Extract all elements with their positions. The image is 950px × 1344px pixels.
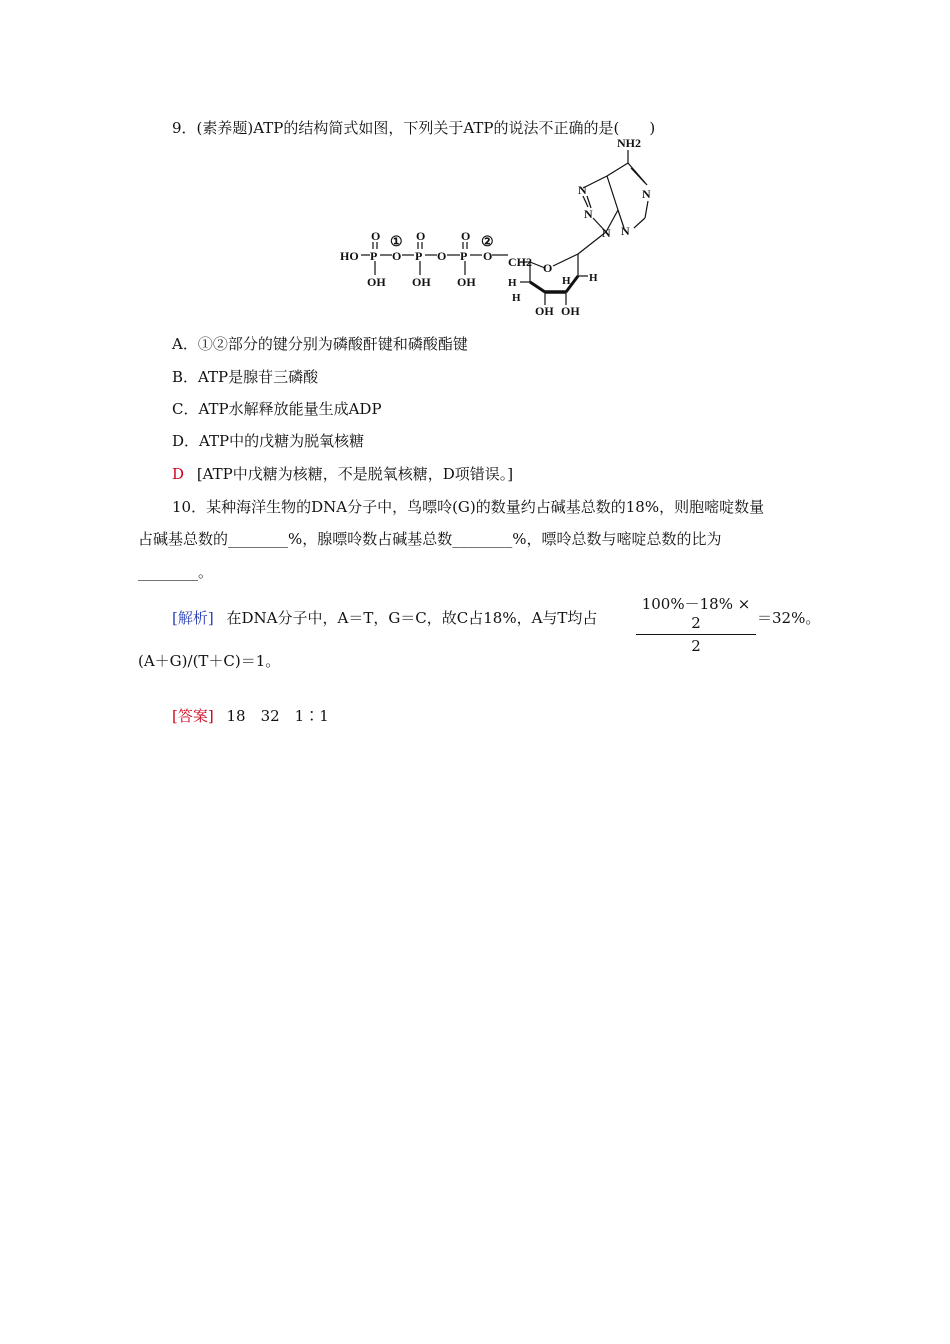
q9-option-d: D．ATP中的戊糖为脱氧核糖	[172, 432, 365, 450]
q9-option-b: B．ATP是腺苷三磷酸	[172, 368, 319, 386]
ring-o-label: O	[543, 261, 553, 275]
q9-answer	[172, 463, 513, 484]
o-bridge-3: O	[483, 249, 493, 263]
oh2-label: OH	[412, 275, 431, 289]
answer-values: 18 32 1∶1	[226, 707, 329, 725]
n-top-label: N	[578, 183, 587, 197]
p1-label: P	[370, 249, 378, 263]
q9-option-a: A．①②部分的键分别为磷酸酐键和磷酸酯键	[172, 335, 468, 353]
answer-tag: [答案]	[172, 707, 214, 725]
o-bridge-1: O	[392, 249, 402, 263]
oh1-label: OH	[367, 275, 386, 289]
q10-line-3: ________。	[138, 563, 214, 581]
analysis-line-2: (A＋G)/(T＋C)＝1。	[138, 652, 281, 670]
q10-line-2: 占碱基总数的________%，腺嘌呤数占碱基总数________%，嘌呤总数与嘧啶总数的比为	[138, 530, 722, 548]
analysis-text: 在DNA分子中，A＝T，G＝C，故C占18%，A与T均占	[226, 609, 598, 627]
o1-label: O	[371, 229, 381, 243]
q9-option-c: C．ATP水解释放能量生成ADP	[172, 400, 382, 418]
ho-label: HO	[340, 249, 359, 263]
h-label-4: H	[589, 272, 598, 284]
bond-mark-2: ②	[481, 235, 494, 250]
o-bridge-2: O	[437, 249, 447, 263]
fraction-denominator: 2	[691, 637, 701, 655]
h-label-1: H	[508, 277, 517, 289]
analysis-end: ＝32%。	[757, 609, 821, 627]
o3-label: O	[461, 229, 471, 243]
q9-answer-explain: [ATP中戊糖为核糖，不是脱氧核糖，D项错误。]	[196, 465, 514, 483]
q10-answer	[172, 705, 329, 726]
q10-analysis	[172, 607, 597, 628]
n3-label: N	[621, 224, 630, 238]
atp-structure-figure	[0, 0, 950, 340]
fraction-numerator: 100%－18% × 2	[636, 593, 756, 635]
oh-ribose-2: OH	[561, 304, 580, 318]
n7-label: N	[584, 207, 593, 221]
q10-line-1: 10．某种海洋生物的DNA分子中，鸟嘌呤(G)的数量约占碱基总数的18%，则胞嘧啶数量	[172, 498, 765, 516]
nh2-label: NH2	[617, 136, 641, 150]
n1-label: N	[642, 187, 651, 201]
h-label-2: H	[512, 292, 521, 304]
analysis-fraction	[636, 593, 756, 655]
ch2-label: CH2	[508, 255, 532, 269]
oh-ribose-1: OH	[535, 304, 554, 318]
h-label-3: H	[562, 275, 571, 287]
bond-mark-1: ①	[390, 235, 403, 250]
q9-answer-letter: D	[172, 465, 185, 483]
p3-label: P	[460, 249, 468, 263]
oh3-label: OH	[457, 275, 476, 289]
n9-label: N	[602, 226, 611, 240]
o2-label: O	[416, 229, 426, 243]
p2-label: P	[415, 249, 423, 263]
q9-stem: 9．(素养题)ATP的结构简式如图，下列关于ATP的说法不正确的是( )	[172, 119, 656, 137]
analysis-tag: [解析]	[172, 609, 214, 627]
